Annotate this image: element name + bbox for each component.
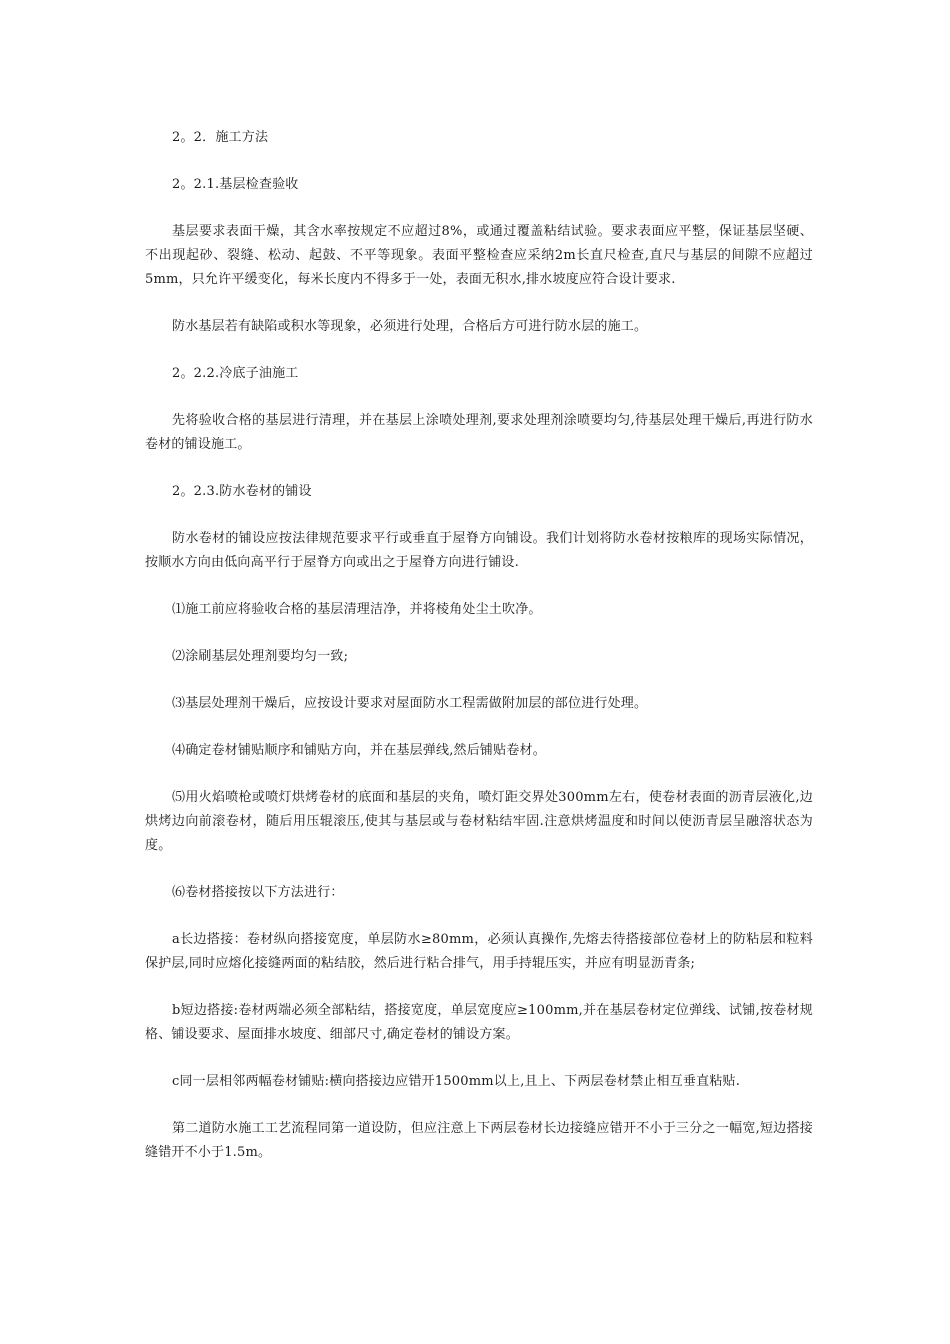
item-a-long-edge: a长边搭接：卷材纵向搭接宽度，单层防水≥80mm，必须认真操作,先熔去待搭接部位卷材上的防粘层和粒料保护层,同时应熔化接缝两面的粘结胶，然后进行粘合排气，用手持辊压实，并应有明显沥青条; — [145, 932, 813, 971]
step-6: ⑹卷材搭接按以下方法进行： — [172, 885, 344, 900]
subsection-heading-base-inspection: 2。2.1.基层检查验收 — [172, 177, 299, 192]
step-5: ⑸用火焰喷枪或喷灯烘烤卷材的底面和基层的夹角，喷灯距交界处300mm左右，使卷材表面的沥青层液化,边烘烤边向前滚卷材，随后用压辊滚压,使其与基层或与卷材粘结牢固.注意烘烤温度和时间以使沥青层呈融溶状态为度。 — [145, 790, 813, 853]
section-heading: 2。2．施工方法 — [172, 130, 269, 145]
paragraph-base-requirements: 基层要求表面干燥，其含水率按规定不应超过8%，或通过覆盖粘结试验。要求表面应平整，保证基层坚硬、不出现起砂、裂缝、松动、起鼓、不平等现象。表面平整检查应采纳2m长直尺检查,直尺与基层的间隙不应超过5mm，只允许平缓变化，每米长度内不得多于一处，表面无积水,排水坡度应符合设计要求. — [145, 224, 813, 287]
step-1: ⑴施工前应将验收合格的基层清理洁净，并将棱角处尘土吹净。 — [172, 602, 542, 617]
document-page — [145, 126, 813, 1188]
item-b-short-edge: b短边搭接:卷材两端必须全部粘结，搭接宽度，单层宽度应≥100mm,并在基层卷材定位弹线、试铺,按卷材规格、铺设要求、屋面排水坡度、细部尺寸,确定卷材的铺设方案。 — [145, 1003, 813, 1042]
step-3: ⑶基层处理剂干燥后，应按设计要求对屋面防水工程需做附加层的部位进行处理。 — [172, 696, 648, 711]
paragraph-base-defects: 防水基层若有缺陷或积水等现象，必须进行处理，合格后方可进行防水层的施工。 — [172, 319, 648, 334]
paragraph-primer: 先将验收合格的基层进行清理，并在基层上涂喷处理剂,要求处理剂涂喷要均匀,待基层处理干燥后,再进行防水卷材的铺设施工。 — [145, 413, 813, 452]
step-4: ⑷确定卷材铺贴顺序和铺贴方向，并在基层弹线,然后铺贴卷材。 — [172, 743, 546, 758]
paragraph-membrane-direction: 防水卷材的铺设应按法律规范要求平行或垂直于屋脊方向铺设。我们计划将防水卷材按粮库的现场实际情况，按顺水方向由低向高平行于屋脊方向或出之于屋脊方向进行铺设. — [145, 531, 813, 570]
step-2: ⑵涂刷基层处理剂要均匀一致; — [172, 649, 349, 664]
subsection-heading-primer: 2。2.2.冷底子油施工 — [172, 366, 299, 381]
subsection-heading-membrane-laying: 2。2.3.防水卷材的铺设 — [172, 484, 312, 499]
paragraph-second-layer: 第二道防水施工工艺流程同第一道设防，但应注意上下两层卷材长边接缝应错开不小于三分之一幅宽,短边搭接缝错开不小于1.5m。 — [145, 1121, 813, 1160]
item-c-adjacent: c同一层相邻两幅卷材铺贴:横向搭接边应错开1500mm以上,且上、下两层卷材禁止相互垂直粘贴. — [172, 1074, 741, 1089]
